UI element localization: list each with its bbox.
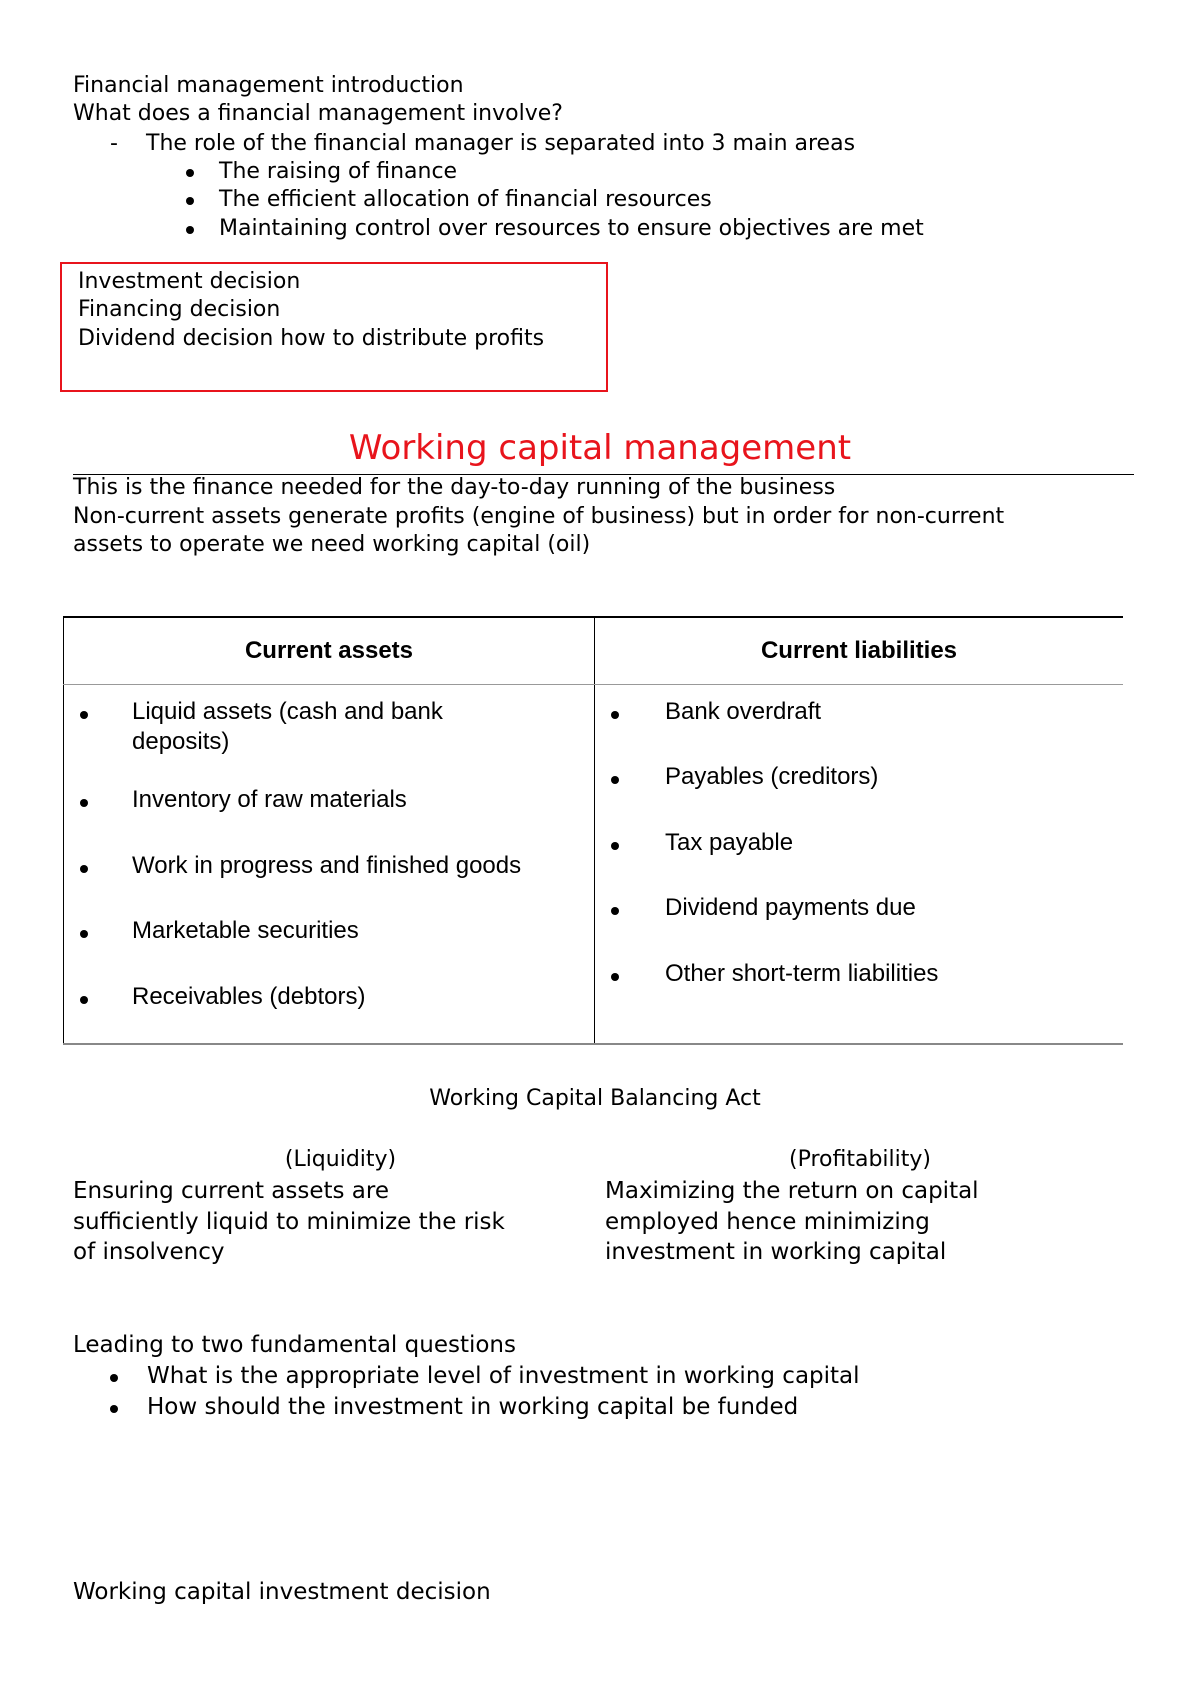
liquidity-line: sufficiently liquid to minimize the risk (73, 1209, 505, 1235)
bullet-icon (611, 711, 619, 719)
bullet-icon (186, 197, 194, 205)
profitability-line: employed hence minimizing (605, 1209, 930, 1235)
dash-item: The role of the financial manager is separated into 3 main areas (146, 131, 856, 156)
assets-liabilities-table (63, 616, 1123, 1045)
bullet-icon (611, 973, 619, 981)
area-item: Maintaining control over resources to ensure objectives are met (219, 216, 924, 241)
questions-intro: Leading to two fundamental questions (73, 1332, 516, 1358)
bullet-icon (80, 711, 88, 719)
profitability-line: investment in working capital (605, 1239, 947, 1265)
profitability-label: (Profitability) (789, 1147, 931, 1172)
bullet-icon (110, 1405, 118, 1413)
bullet-icon (80, 996, 88, 1004)
profitability-line: Maximizing the return on capital (605, 1178, 979, 1204)
asset-item: Inventory of raw materials (132, 786, 407, 813)
bullet-icon (611, 776, 619, 784)
header-current-assets: Current assets (64, 617, 595, 685)
liability-item: Payables (creditors) (665, 763, 879, 790)
liability-item: Dividend payments due (665, 894, 916, 921)
liability-item: Other short-term liabilities (665, 960, 939, 987)
bullet-icon (80, 865, 88, 873)
question-item: What is the appropriate level of investment in working capital (147, 1363, 860, 1389)
liquidity-line: Ensuring current assets are (73, 1178, 390, 1204)
bullet-icon (80, 799, 88, 807)
decision-line: Dividend decision how to distribute profits (78, 326, 545, 351)
bullet-icon (80, 930, 88, 938)
current-liabilities-cell (595, 685, 1124, 1045)
asset-item: Work in progress and finished goods (132, 852, 522, 879)
liability-item: Tax payable (665, 829, 794, 856)
wcm-line: This is the finance needed for the day-to-day running of the business (73, 475, 836, 500)
bullet-icon (110, 1374, 118, 1382)
liquidity-label: (Liquidity) (284, 1147, 397, 1172)
bullet-icon (186, 226, 194, 234)
area-item: The efficient allocation of financial resources (219, 187, 712, 212)
liquidity-line: of insolvency (73, 1239, 225, 1265)
asset-item: Receivables (debtors) (132, 983, 366, 1010)
intro-title: Financial management introduction (73, 73, 464, 98)
wcm-line: assets to operate we need working capital (oil) (73, 532, 591, 557)
current-assets-cell (64, 685, 595, 1045)
wcm-heading: Working capital management (348, 428, 852, 468)
header-current-liabilities: Current liabilities (595, 617, 1124, 685)
intro-question: What does a financial management involve? (73, 101, 563, 126)
footer-heading: Working capital investment decision (73, 1579, 491, 1605)
wcm-line: Non-current assets generate profits (engine of business) but in order for non-current (73, 504, 1005, 529)
bullet-icon (611, 907, 619, 915)
asset-item: Liquid assets (cash and bank deposits) (132, 698, 443, 755)
decision-line: Investment decision (78, 269, 301, 294)
balancing-title: Working Capital Balancing Act (429, 1086, 761, 1111)
dash-bullet-icon: - (110, 131, 118, 156)
bullet-icon (611, 842, 619, 850)
bullet-icon (186, 169, 194, 177)
liability-item: Bank overdraft (665, 698, 822, 725)
asset-item: Marketable securities (132, 917, 359, 944)
area-item: The raising of finance (219, 159, 458, 184)
question-item: How should the investment in working capital be funded (147, 1394, 799, 1420)
decision-line: Financing decision (78, 297, 281, 322)
